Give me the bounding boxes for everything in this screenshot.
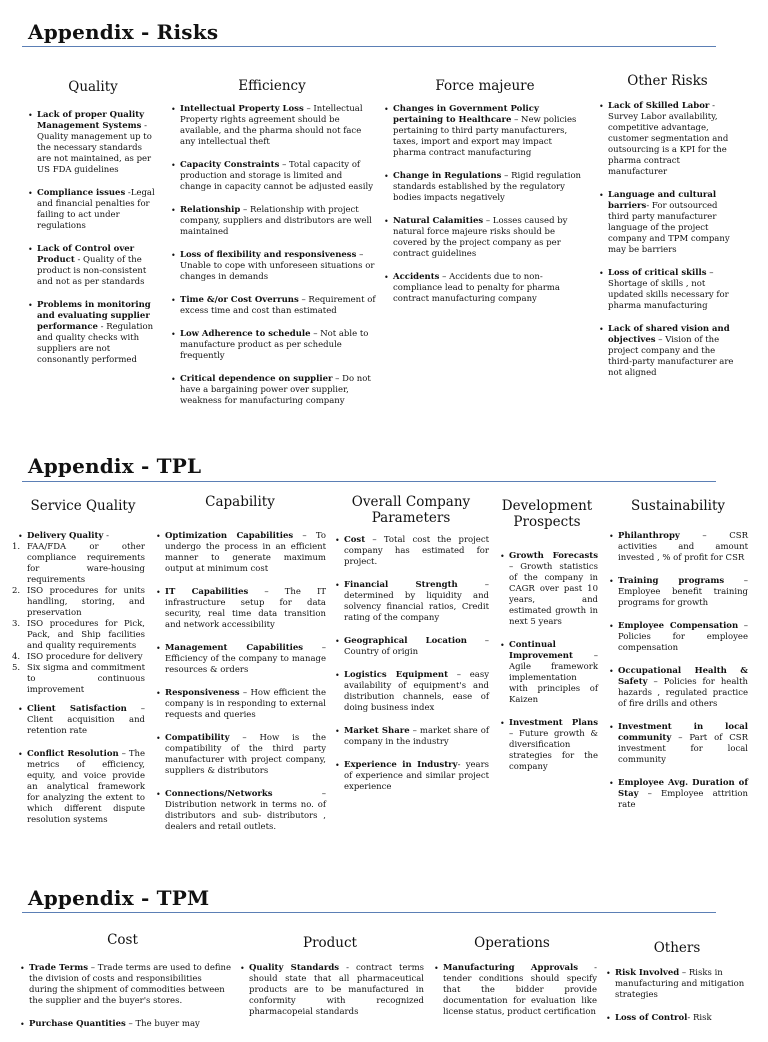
item-term: Responsiveness bbox=[165, 688, 240, 698]
tpl-service-quality-items bbox=[18, 704, 145, 826]
list-item bbox=[335, 670, 489, 714]
item-number: 2. bbox=[12, 586, 21, 596]
item-term: Quality Standards bbox=[249, 963, 340, 973]
item-separator: – bbox=[409, 726, 420, 736]
tpm-operations-heading: Operations bbox=[474, 935, 550, 951]
item-description: Accidents due to non-compliance lead to penalty for pharma contract manufacturing company bbox=[393, 272, 560, 304]
list-item bbox=[240, 963, 424, 1018]
item-description: How efficient the company is in responding to external requests and queries bbox=[165, 688, 326, 720]
list-item bbox=[335, 535, 489, 568]
item-separator: - bbox=[687, 1013, 693, 1023]
item-separator: – bbox=[240, 205, 251, 215]
item-description: tender conditions should specify that the bidder provide documentation for evaluation like license status, product certification bbox=[443, 974, 597, 1017]
item-term: Changes in Government Policy pertaining to Healthcare bbox=[393, 104, 539, 125]
item-description: Quality management up to the necessary standards are not maintained, as per US FDA guidelines bbox=[37, 132, 152, 175]
bullet-list bbox=[609, 531, 748, 811]
item-description: Quality of the product is non-consistent and not as per standards bbox=[37, 255, 147, 287]
risks-efficiency-list bbox=[171, 104, 376, 419]
item-description: Relationship with project company, suppliers and distributors are well maintained bbox=[180, 205, 372, 237]
bullet-list bbox=[171, 104, 376, 407]
item-separator: – bbox=[509, 729, 519, 739]
item-separator: - bbox=[339, 963, 356, 973]
item-description: Requirement of excess time and cost than estimated bbox=[180, 295, 376, 316]
item-term: Employee Compensation bbox=[618, 621, 739, 631]
list-item bbox=[171, 205, 376, 238]
item-separator: – bbox=[457, 580, 489, 590]
list-item bbox=[171, 250, 376, 283]
risks-divider bbox=[22, 46, 716, 47]
list-item bbox=[599, 268, 739, 312]
item-description: Growth statistics of the company in CAGR over past 10 years, and estimated growth in next 5 years bbox=[509, 562, 599, 627]
item-term: Trade Terms bbox=[29, 963, 89, 973]
item-separator: – bbox=[466, 636, 489, 646]
item-description: Total capacity of production and storage is limited and change in capacity cannot be adjusted easily bbox=[180, 160, 374, 192]
item-separator: – bbox=[298, 295, 309, 305]
item-term: Time &/or Cost Overruns bbox=[180, 295, 299, 305]
item-separator: – bbox=[483, 216, 493, 226]
list-item bbox=[156, 789, 326, 833]
item-term: Financial Strength bbox=[344, 580, 458, 590]
tpm-product-list bbox=[240, 963, 424, 1030]
tpl-service-quality-heading: Service Quality bbox=[30, 498, 136, 514]
item-term: Philanthropy bbox=[618, 531, 680, 541]
item-separator: - bbox=[646, 201, 652, 211]
item-separator: – bbox=[239, 688, 251, 698]
item-term: Experience in Industry bbox=[344, 760, 458, 770]
item-description: Total cost the project company has estimated for project. bbox=[344, 535, 490, 567]
item-separator: – bbox=[738, 621, 748, 631]
item-separator: - bbox=[709, 101, 715, 111]
item-separator: – bbox=[118, 749, 129, 759]
item-term: Critical dependence on supplier bbox=[180, 374, 333, 384]
tpm-others-heading: Others bbox=[653, 940, 701, 956]
item-separator: – bbox=[303, 104, 314, 114]
item-separator: – bbox=[310, 329, 321, 339]
item-separator: - bbox=[578, 963, 597, 973]
list-item bbox=[500, 640, 598, 706]
list-item bbox=[606, 1013, 752, 1024]
item-separator: – bbox=[332, 374, 343, 384]
list-item bbox=[606, 968, 752, 1001]
list-item bbox=[28, 110, 158, 176]
tpl-capability-heading: Capability bbox=[205, 494, 275, 510]
list-item bbox=[156, 531, 326, 575]
item-separator: – bbox=[303, 643, 326, 653]
item-description: Policies for health hazards , regulated practice of fire drills and others bbox=[618, 677, 749, 709]
list-item bbox=[18, 704, 145, 737]
tpl-development-heading: Development Prospects bbox=[501, 498, 593, 530]
item-separator: – bbox=[679, 531, 730, 541]
item-description: New policies pertaining to third party manufacturers, taxes, import and export may impact pharma contract manufacturing bbox=[393, 115, 577, 158]
item-term: Lack of proper Quality Management Systems bbox=[37, 110, 145, 131]
item-separator: – bbox=[671, 733, 690, 743]
item-text: ISO procedures for Pick, Pack, and Ship facilities and quality requirements bbox=[27, 619, 145, 651]
list-item bbox=[20, 1019, 232, 1030]
list-item bbox=[599, 324, 739, 379]
item-term: Occupational Health & Safety bbox=[618, 666, 748, 687]
item-term: Accidents bbox=[393, 272, 440, 282]
item-term: Investment Plans bbox=[509, 718, 598, 728]
list-item bbox=[609, 621, 748, 654]
item-description: Vision of the project company and the third-party manufacturer are not aligned bbox=[608, 335, 734, 378]
item-term: Compatibility bbox=[165, 733, 230, 743]
item-separator: – bbox=[706, 268, 714, 278]
item-separator: – bbox=[356, 250, 364, 260]
tpl-sustainability-heading: Sustainability bbox=[630, 498, 726, 514]
item-separator: – bbox=[365, 535, 384, 545]
item-term: Manufacturing Approvals bbox=[443, 963, 579, 973]
list-item bbox=[434, 963, 597, 1018]
bullet-list bbox=[28, 110, 158, 366]
item-description: Not able to manufacture product as per schedule frequently bbox=[180, 329, 369, 361]
item-number: 5. bbox=[12, 663, 21, 673]
item-description: Distribution network in terms no. of distributors and sub- distributors , dealers and retail outlets. bbox=[165, 800, 326, 832]
tpm-operations-list bbox=[434, 963, 597, 1030]
item-term: Intellectual Property Loss bbox=[180, 104, 304, 114]
item-description: market share of company in the industry bbox=[344, 726, 489, 747]
item-description: Regulation and quality checks with suppliers are not consonantly performed bbox=[37, 322, 154, 365]
bullet-list bbox=[240, 963, 424, 1018]
item-separator: – bbox=[501, 171, 512, 181]
list-item bbox=[500, 551, 598, 628]
item-separator: – bbox=[638, 789, 662, 799]
item-description: years of experience and similar project experience bbox=[344, 760, 490, 792]
numbered-item bbox=[12, 586, 145, 619]
item-term: Language and cultural barriers bbox=[608, 190, 717, 211]
item-separator: – bbox=[126, 704, 145, 714]
tpl-capability-list bbox=[156, 531, 326, 845]
item-term: Problems in monitoring and evaluating supplier performance bbox=[37, 300, 151, 332]
list-item bbox=[609, 722, 748, 766]
item-separator: – bbox=[679, 968, 689, 978]
item-term: Lack of shared vision and objectives bbox=[608, 324, 730, 345]
list-item bbox=[28, 188, 158, 232]
bullet-list bbox=[156, 531, 326, 833]
list-item bbox=[156, 688, 326, 721]
item-term: Optimization Capabilities bbox=[165, 531, 294, 541]
item-description: Shortage of skills , not updated skills necessary for pharma manufacturing bbox=[608, 279, 729, 311]
item-term: IT Capabilities bbox=[165, 587, 249, 597]
risks-quality-heading: Quality bbox=[68, 79, 118, 95]
item-separator: – bbox=[655, 335, 666, 345]
item-separator: - bbox=[141, 121, 147, 131]
delivery-quality-item: • Delivery Quality - bbox=[18, 531, 145, 542]
list-item bbox=[156, 587, 326, 631]
list-item bbox=[28, 300, 158, 366]
item-term: Market Share bbox=[344, 726, 410, 736]
numbered-item bbox=[12, 542, 145, 586]
item-description: Country of origin bbox=[344, 647, 419, 657]
item-separator: – bbox=[511, 115, 522, 125]
list-item bbox=[384, 104, 584, 159]
item-description: CSR activities and amount invested , % of profit for CSR bbox=[618, 531, 748, 563]
list-item bbox=[384, 272, 584, 305]
bullet-list bbox=[500, 551, 598, 773]
tpm-others-list bbox=[606, 968, 752, 1036]
item-text: Six sigma and commitment to continuous improvement bbox=[27, 663, 145, 695]
item-separator: - bbox=[97, 322, 107, 332]
item-term: Client Satisfaction bbox=[27, 704, 127, 714]
tpl-divider bbox=[22, 481, 716, 482]
item-term: Loss of Control bbox=[615, 1013, 688, 1023]
list-item bbox=[384, 171, 584, 204]
item-separator: – bbox=[293, 531, 316, 541]
item-term: Lack of Skilled Labor bbox=[608, 101, 710, 111]
item-term: Conflict Resolution bbox=[27, 749, 119, 759]
item-description: Rigid regulation standards established by the regulatory bodies impacts negatively bbox=[393, 171, 582, 203]
item-number: 4. bbox=[12, 652, 21, 662]
list-item bbox=[609, 778, 748, 811]
item-separator: – bbox=[439, 272, 450, 282]
item-term: Lack of Control over Product bbox=[37, 244, 135, 265]
item-separator: – bbox=[572, 651, 598, 661]
item-term: Management Capabilities bbox=[165, 643, 304, 653]
bullet-list bbox=[599, 101, 739, 379]
list-item bbox=[171, 104, 376, 148]
item-description: Part of CSR investment for local community bbox=[618, 733, 749, 765]
item-description: Trade terms are used to define the division of costs and responsibilities during the shipment of commodities between the supplier and the buyer's stores. bbox=[29, 963, 232, 1006]
list-item bbox=[609, 576, 748, 609]
item-term: Low Adherence to schedule bbox=[180, 329, 311, 339]
item-term: Employee Avg. Duration of Stay bbox=[618, 778, 748, 799]
item-term: Geographical Location bbox=[344, 636, 467, 646]
item-description: Efficiency of the company to manage resources & orders bbox=[165, 654, 326, 675]
item-term: Loss of critical skills bbox=[608, 268, 707, 278]
item-separator: – bbox=[88, 963, 98, 973]
bullet-list bbox=[18, 704, 145, 826]
item-description: contract terms should state that all pharmaceutical products are to be manufactured in conformity with recognized pharmacopeial standards bbox=[249, 963, 424, 1017]
item-description: For outsourced third party manufacturer language of the project company and TPM company may be barriers bbox=[608, 201, 730, 255]
bullet-list bbox=[20, 963, 232, 1030]
item-term: Capacity Constraints bbox=[180, 160, 280, 170]
list-item bbox=[18, 749, 145, 826]
numbered-item bbox=[12, 663, 145, 696]
risks-efficiency-heading: Efficiency bbox=[238, 78, 306, 94]
item-separator: - bbox=[125, 188, 131, 198]
item-separator: - bbox=[457, 760, 466, 770]
risks-other-heading: Other Risks bbox=[627, 73, 708, 89]
list-item bbox=[335, 636, 489, 658]
list-item bbox=[609, 531, 748, 564]
numbered-item bbox=[12, 619, 145, 652]
risks-other-list bbox=[599, 101, 739, 391]
tpm-product-heading: Product bbox=[303, 935, 357, 951]
item-term: Training programs bbox=[618, 576, 725, 586]
risks-force-majeure-list bbox=[384, 104, 584, 317]
item-separator: – bbox=[724, 576, 749, 586]
item-term: Investment in local community bbox=[618, 722, 748, 743]
item-description: Do not have a bargaining power over supplier, weakness for manufacturing company bbox=[180, 374, 371, 406]
item-term: Cost bbox=[344, 535, 366, 545]
list-item bbox=[156, 733, 326, 777]
item-description: To undergo the process in an efficient manner to generate maximum output at minimum cost bbox=[165, 531, 326, 574]
item-description: The metrics of efficiency, equity, and voice provide an analytical framework for analyzing the extent to which different dispute resolution systems bbox=[27, 749, 145, 825]
item-description: Legal and financial penalties for failing to act under regulations bbox=[37, 188, 155, 231]
item-term: Purchase Quantities bbox=[29, 1019, 126, 1029]
item-term: Change in Regulations bbox=[393, 171, 502, 181]
item-number: 1. bbox=[12, 542, 21, 552]
item-description: How is the compatibility of the third party manufacturer with project company, suppliers & distributors bbox=[165, 733, 326, 776]
list-item bbox=[171, 295, 376, 317]
bullet-list bbox=[434, 963, 597, 1018]
item-separator: – bbox=[448, 670, 470, 680]
item-description: determined by liquidity and solvency financial ratios, Credit rating of the company bbox=[344, 591, 489, 623]
item-description: Survey Labor availability, competitive advantage, customer segmentation and outsourcing is a KPI for the pharma contract manufacturer bbox=[608, 112, 729, 177]
tpl-title: Appendix - TPL bbox=[28, 454, 202, 478]
list-item bbox=[171, 374, 376, 407]
item-term: Continual Improvement bbox=[509, 640, 573, 661]
list-item bbox=[156, 643, 326, 676]
item-separator: – bbox=[125, 1019, 136, 1029]
tpl-development-list bbox=[500, 551, 598, 785]
list-item bbox=[20, 963, 232, 1007]
tpm-cost-heading: Cost bbox=[107, 932, 138, 948]
list-item bbox=[599, 101, 739, 178]
item-number: 3. bbox=[12, 619, 21, 629]
list-item bbox=[335, 726, 489, 748]
item-text: ISO procedures for units handling, storing, and preservation bbox=[27, 586, 145, 618]
tpl-sustainability-list bbox=[609, 531, 748, 823]
tpl-service-quality-list bbox=[12, 531, 145, 838]
item-separator: - bbox=[74, 255, 84, 265]
item-description: The IT infrastructure setup for data security, real time data transition and network accessibility bbox=[165, 587, 327, 630]
list-item bbox=[28, 244, 158, 288]
item-description: Policies for employee compensation bbox=[618, 632, 748, 653]
item-description: Employee benefit training programs for growth bbox=[618, 587, 748, 608]
tpl-company-parameters-list bbox=[335, 535, 489, 805]
numbered-item bbox=[12, 652, 145, 663]
tpl-company-parameters-heading: Overall Company Parameters bbox=[351, 494, 471, 526]
item-term: Loss of flexibility and responsiveness bbox=[180, 250, 357, 260]
item-description: Intellectual Property rights agreement should be available, and the pharma should not face any intellectual theft bbox=[180, 104, 363, 147]
list-item bbox=[335, 760, 489, 793]
item-description: Risk bbox=[692, 1013, 712, 1023]
item-description: Client acquisition and retention rate bbox=[27, 715, 145, 736]
list-item bbox=[599, 190, 739, 256]
tpm-title: Appendix - TPM bbox=[28, 886, 210, 910]
bullet-list bbox=[384, 104, 584, 305]
item-term: Compliance issues bbox=[37, 188, 126, 198]
item-separator: – bbox=[248, 587, 285, 597]
list-item bbox=[171, 160, 376, 193]
item-separator: – bbox=[647, 677, 664, 687]
item-term: Natural Calamities bbox=[393, 216, 484, 226]
item-description: The buyer may bbox=[135, 1019, 200, 1029]
item-description: Losses caused by natural force majeure risks should be covered by the project company as per contract guidelines bbox=[393, 216, 568, 259]
list-item bbox=[384, 216, 584, 260]
delivery-quality-sublist bbox=[12, 542, 145, 696]
item-text: ISO procedure for delivery bbox=[27, 652, 143, 662]
item-description: Agile framework implementation with principles of Kaizen bbox=[509, 662, 598, 705]
item-separator: – bbox=[509, 562, 521, 572]
list-item bbox=[171, 329, 376, 362]
list-item bbox=[500, 718, 598, 773]
item-description: Future growth & diversification strategies for the company bbox=[509, 729, 598, 772]
item-description: Employee attrition rate bbox=[618, 789, 748, 810]
item-term: Logistics Equipment bbox=[344, 670, 448, 680]
item-description: easy availability of equipment's and distribution channels, ease of doing business index bbox=[344, 670, 489, 713]
item-term: Risk Involved bbox=[615, 968, 680, 978]
tpm-cost-list bbox=[20, 963, 232, 1042]
item-separator: – bbox=[279, 160, 290, 170]
risks-quality-list bbox=[28, 110, 158, 378]
list-item bbox=[609, 666, 748, 710]
tpm-divider bbox=[22, 912, 716, 913]
item-separator: – bbox=[229, 733, 260, 743]
risks-force-majeure-heading: Force majeure bbox=[435, 78, 535, 94]
bullet-list bbox=[335, 535, 489, 793]
item-description: Risks in manufacturing and mitigation strategies bbox=[615, 968, 745, 1000]
list-item bbox=[335, 580, 489, 624]
risks-title: Appendix - Risks bbox=[28, 20, 219, 44]
item-separator: – bbox=[272, 789, 326, 799]
item-term: Relationship bbox=[180, 205, 241, 215]
item-text: FAA/FDA or other compliance requirements for ware-housing requirements bbox=[27, 542, 145, 585]
bullet-list bbox=[606, 968, 752, 1024]
item-description: Unable to cope with unforeseen situations or changes in demands bbox=[180, 261, 375, 282]
item-term: Connections/Networks bbox=[165, 789, 273, 799]
item-term: Growth Forecasts bbox=[509, 551, 598, 561]
